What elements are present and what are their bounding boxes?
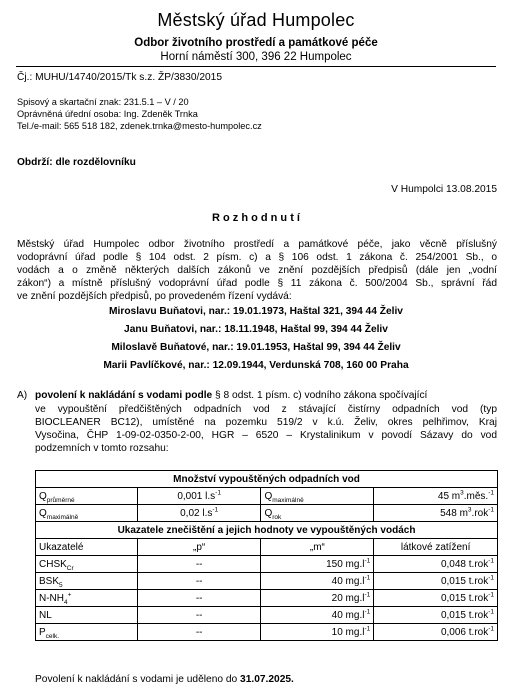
recipients-line: Obdrží: dle rozdělovníku [17, 157, 136, 168]
quantity-label: $Q_{maximálně}$ [36, 505, 138, 522]
party-line: Janu Buňatovi, nar.: 18.11.1948, Haštal 99, 394 44 Želiv [124, 324, 388, 335]
column-header: látkové zatížení [374, 539, 498, 556]
quantity-row [36, 505, 498, 522]
indicator-name: NL [36, 607, 138, 624]
indicator-m: 40 $mg.l^{-1}$ [261, 573, 374, 590]
section-a-first-rest: § 8 odst. 1 písm. c) vodního zákona spočívající [212, 390, 428, 401]
indicator-p: -- [137, 556, 261, 573]
intro-line: zákon“) a místně příslušný vodoprávní úřad podle § 11 zákona č. 500/2004 Sb., správní řád [17, 278, 497, 289]
responsible-officer: Oprávněná úřední osoba: Ing. Zdeněk Trnka [17, 109, 198, 119]
indicator-name: $N-NH_4^+$ [36, 590, 138, 607]
table-row [36, 556, 498, 573]
indicator-p: -- [137, 624, 261, 641]
quantity-value: 45 $m^3.měs.^{-1}$ [374, 488, 498, 505]
section-a-first-line [35, 390, 497, 401]
indicator-name: $CHSK_{Cr}$ [36, 556, 138, 573]
indicator-m: 20 $mg.l^{-1}$ [261, 590, 374, 607]
reference-number: Čj.: MUHU/14740/2015/Tk s.z. ŽP/3830/2015 [17, 72, 222, 83]
indicator-m: 40 $mg.l^{-1}$ [261, 607, 374, 624]
quantity-row [36, 488, 498, 505]
office-address: Horní náměstí 300, 396 22 Humpolec [160, 51, 352, 63]
section-a-line: Vysočina, ČHP 1-09-02-0350-2-00, HGR – 6520 – Krystalinikum v povodí Sázavy do vod [35, 430, 497, 441]
indicator-load: 0,015 t.rok$^{-1}$ [374, 573, 498, 590]
filing-mark: Spisový a skartační znak: 231.5.1 – V / 20 [17, 97, 189, 107]
header-divider [16, 66, 496, 67]
intro-line: vodoprávní úřad podle § 104 odst. 2 písm. c) a § 106 odst. 1 zákona č. 254/2001 Sb., o [17, 252, 497, 263]
intro-line: vodách a o změně některých dalších zákonů ve znění pozdějších předpisů (dále jen „vodní [17, 265, 497, 276]
section-a-line: ve vypouštění předčištěných odpadních vod z stávající čistírny odpadních vod (typ [35, 404, 497, 415]
table-row [36, 607, 498, 624]
office-title: Městský úřad Humpolec [157, 10, 355, 30]
table-row [36, 624, 498, 641]
quantity-value: 0,001 $l.s^{-1}$ [137, 488, 261, 505]
quantity-label: $Q_{maximálně}$ [261, 488, 374, 505]
indicator-p: -- [137, 607, 261, 624]
decision-heading: R o z h o d n u t í [212, 212, 300, 224]
table-header-row [36, 539, 498, 556]
column-header: Ukazatelé [36, 539, 138, 556]
pollution-table-title: Ukazatele znečištění a jejich hodnoty ve vypouštěných vodách [36, 522, 498, 539]
section-a-line: podzemních v tomto rozsahu: [35, 443, 169, 454]
indicator-m: 150 $mg.l^{-1}$ [261, 556, 374, 573]
discharge-table [35, 470, 498, 641]
indicator-p: -- [137, 573, 261, 590]
quantity-value: 0,02 $l.s^{-1}$ [137, 505, 261, 522]
section-marker: A) [17, 390, 28, 401]
table-row [36, 573, 498, 590]
party-line: Marii Pavlíčkové, nar.: 12.09.1944, Verdunská 708, 160 00 Praha [103, 360, 409, 371]
issue-date: V Humpolci 13.08.2015 [391, 184, 497, 195]
column-header: „p“ [137, 539, 261, 556]
section-a-lead: povolení k nakládání s vodami podle [35, 390, 213, 401]
quantity-label: $Q_{průměrné}$ [36, 488, 138, 505]
intro-line: Městský úřad Humpolec odbor životního prostředí a památkové péče, jako věcně příslušný [17, 239, 497, 250]
indicator-m: 10 $mg.l^{-1}$ [261, 624, 374, 641]
party-line: Miloslavě Buňatové, nar.: 19.01.1953, Haštal 99, 394 44 Želiv [111, 342, 401, 353]
validity-line [35, 674, 294, 685]
intro-line: ve znění pozdějších předpisů, po provedeném řízení vydává: [17, 291, 292, 302]
quantity-table-title: Množství vypouštěných odpadních vod [36, 471, 498, 488]
indicator-load: 0,006 t.rok$^{-1}$ [374, 624, 498, 641]
indicator-name: $BSK_5$ [36, 573, 138, 590]
indicator-load: 0,048 t.rok$^{-1}$ [374, 556, 498, 573]
indicator-load: 0,015 t.rok$^{-1}$ [374, 607, 498, 624]
party-line: Miroslavu Buňatovi, nar.: 19.01.1973, Haštal 321, 394 44 Želiv [109, 306, 403, 317]
validity-text: Povolení k nakládání s vodami je uděleno do [35, 674, 238, 685]
section-a-line: BIOCLEANER BC12), umístěné na pozemku 519/2 v k.ú. Želiv, okres pelhřimov, Kraj [35, 417, 497, 428]
table-row [36, 590, 498, 607]
column-header: „m“ [261, 539, 374, 556]
quantity-label: $Q_{rok}$ [261, 505, 374, 522]
indicator-name: $P_{celk.}$ [36, 624, 138, 641]
contact-line: Tel./e-mail: 565 518 182, zdenek.trnka@mesto-humpolec.cz [17, 121, 262, 131]
indicator-p: -- [137, 590, 261, 607]
quantity-value: 548 $m^3.rok^{-1}$ [374, 505, 498, 522]
department-name: Odbor životního prostředí a památkové péče [134, 37, 378, 49]
indicator-load: 0,015 t.rok$^{-1}$ [374, 590, 498, 607]
validity-date: 31.07.2025. [240, 674, 294, 685]
